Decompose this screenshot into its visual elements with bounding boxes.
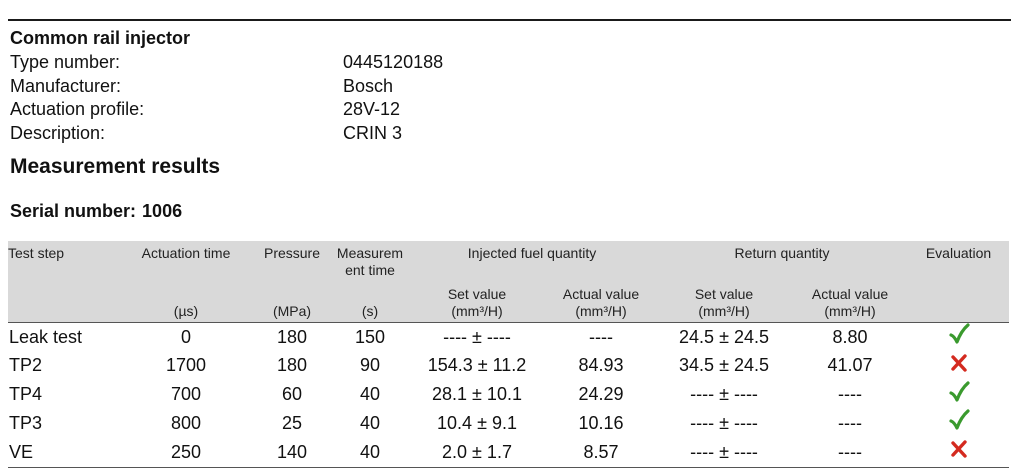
cell-pressure: 180 bbox=[276, 355, 308, 376]
cell-pressure: 60 bbox=[281, 384, 303, 405]
cell-measurement-time: 90 bbox=[359, 355, 381, 376]
cell-return-actual: ---- bbox=[838, 384, 863, 405]
manufacturer-label: Manufacturer: bbox=[10, 75, 122, 96]
col-test-step: Test step bbox=[8, 245, 65, 261]
cell-return-actual: ---- bbox=[792, 438, 908, 467]
cell-return-actual: 8.80 bbox=[832, 326, 868, 347]
cell-injected-actual: 10.16 bbox=[578, 412, 624, 433]
manufacturer-value: Bosch bbox=[343, 75, 394, 96]
injected-set-value-header bbox=[408, 283, 546, 323]
return-set-value-label: Set value bbox=[694, 286, 754, 302]
cell-injected-set: 28.1 ± 10.1 bbox=[432, 384, 522, 405]
results-table bbox=[8, 241, 1009, 468]
cell-return-actual: 41.07 bbox=[827, 355, 873, 376]
table-header-row bbox=[8, 241, 1009, 283]
cell-measurement-time: 150 bbox=[354, 326, 386, 347]
return-set-value-unit: (mm³/H) bbox=[698, 303, 750, 319]
cell-injected-set: 154.3 ± 11.2 bbox=[427, 355, 527, 376]
description-label: Description: bbox=[10, 122, 106, 143]
cell-return-set: 24.5 ± 24.5 bbox=[679, 326, 769, 347]
table-row bbox=[8, 438, 1009, 467]
return-set-value-header bbox=[656, 283, 792, 323]
unit-pressure: (MPa) bbox=[252, 283, 332, 323]
cell-injected-set: 2.0 ± 1.7 bbox=[408, 438, 546, 467]
col-injected-fuel-quantity: Injected fuel quantity bbox=[467, 245, 597, 261]
cell-actuation-time: 250 bbox=[120, 438, 252, 467]
cell-actuation-time: 700 bbox=[170, 384, 202, 405]
cell-measurement-time: 40 bbox=[359, 384, 381, 405]
cell-return-set: 34.5 ± 24.5 bbox=[679, 355, 769, 376]
cell-return-set: ---- ± ---- bbox=[690, 412, 758, 433]
cell-return-set: ---- ± ---- bbox=[656, 438, 792, 467]
col-measurement-time: Measurem ent time bbox=[336, 245, 404, 278]
serial-number-heading bbox=[10, 201, 182, 222]
table-row bbox=[8, 323, 1009, 352]
cell-injected-set: 10.4 ± 9.1 bbox=[437, 412, 517, 433]
injected-actual-value-label: Actual value bbox=[562, 286, 640, 302]
cell-injected-actual: 8.57 bbox=[546, 438, 656, 467]
return-actual-value-header bbox=[792, 283, 908, 323]
actuation-profile-label: Actuation profile: bbox=[10, 99, 145, 119]
subheader-evaluation-empty bbox=[908, 283, 1009, 323]
cell-pressure: 140 bbox=[252, 438, 332, 467]
measurement-results-heading: Measurement results bbox=[10, 155, 221, 178]
cell-actuation-time: 800 bbox=[170, 412, 202, 433]
cell-return-actual: ---- bbox=[838, 412, 863, 433]
actuation-profile-value: 28V-12 bbox=[343, 99, 401, 119]
return-actual-value-label: Actual value bbox=[811, 286, 889, 302]
cell-actuation-time: 1700 bbox=[165, 355, 207, 376]
col-return-quantity: Return quantity bbox=[734, 245, 830, 261]
cell-measurement-time: 40 bbox=[332, 438, 408, 467]
cell-test-step: Leak test bbox=[9, 326, 83, 347]
cell-injected-actual: 24.29 bbox=[578, 384, 624, 405]
injected-actual-value-header bbox=[546, 283, 656, 323]
injected-actual-value-unit: (mm³/H) bbox=[575, 303, 627, 319]
cell-test-step: TP4 bbox=[9, 384, 43, 405]
cell-test-step: VE bbox=[8, 438, 120, 467]
cell-pressure: 25 bbox=[281, 412, 303, 433]
cell-test-step: TP2 bbox=[9, 355, 43, 376]
cell-test-step: TP3 bbox=[9, 412, 43, 433]
cell-evaluation bbox=[908, 323, 1009, 352]
cell-evaluation bbox=[908, 438, 1009, 467]
cell-pressure: 180 bbox=[276, 326, 308, 347]
top-divider bbox=[8, 19, 1011, 21]
injected-set-value-unit: (mm³/H) bbox=[451, 303, 503, 319]
table-row bbox=[8, 409, 1009, 438]
check-icon bbox=[948, 323, 970, 352]
type-number-value: 0445120188 bbox=[343, 52, 444, 72]
cell-actuation-time: 0 bbox=[180, 326, 191, 347]
subheader-empty bbox=[8, 283, 120, 323]
col-actuation-time: Actuation time bbox=[141, 245, 231, 261]
type-number-label: Type number: bbox=[10, 52, 121, 72]
cell-injected-actual: 84.93 bbox=[578, 355, 624, 376]
cell-injected-set: ---- ± ---- bbox=[443, 326, 511, 347]
serial-number-value: 1006 bbox=[142, 201, 183, 221]
cross-icon bbox=[948, 352, 970, 381]
injected-set-value-label: Set value bbox=[447, 286, 507, 302]
cell-measurement-time: 40 bbox=[359, 412, 381, 433]
cell-evaluation bbox=[908, 352, 1009, 381]
description-value: CRIN 3 bbox=[343, 122, 403, 143]
cell-return-set: ---- ± ---- bbox=[690, 384, 758, 405]
injector-section-title: Common rail injector bbox=[10, 28, 191, 48]
table-row bbox=[8, 381, 1009, 410]
table-row bbox=[8, 352, 1009, 381]
col-pressure: Pressure bbox=[263, 245, 321, 261]
check-icon bbox=[948, 409, 970, 438]
return-actual-value-unit: (mm³/H) bbox=[824, 303, 876, 319]
table-subheader-row bbox=[8, 283, 1009, 323]
cross-icon bbox=[948, 438, 970, 467]
cell-injected-actual: ---- bbox=[589, 326, 613, 347]
serial-number-label: Serial number: bbox=[10, 201, 137, 221]
cell-evaluation bbox=[908, 409, 1009, 438]
col-evaluation: Evaluation bbox=[925, 245, 992, 261]
check-icon bbox=[948, 381, 970, 410]
unit-measurement-time: (s) bbox=[332, 283, 408, 323]
unit-actuation-time: (µs) bbox=[120, 283, 252, 323]
cell-evaluation bbox=[908, 381, 1009, 410]
